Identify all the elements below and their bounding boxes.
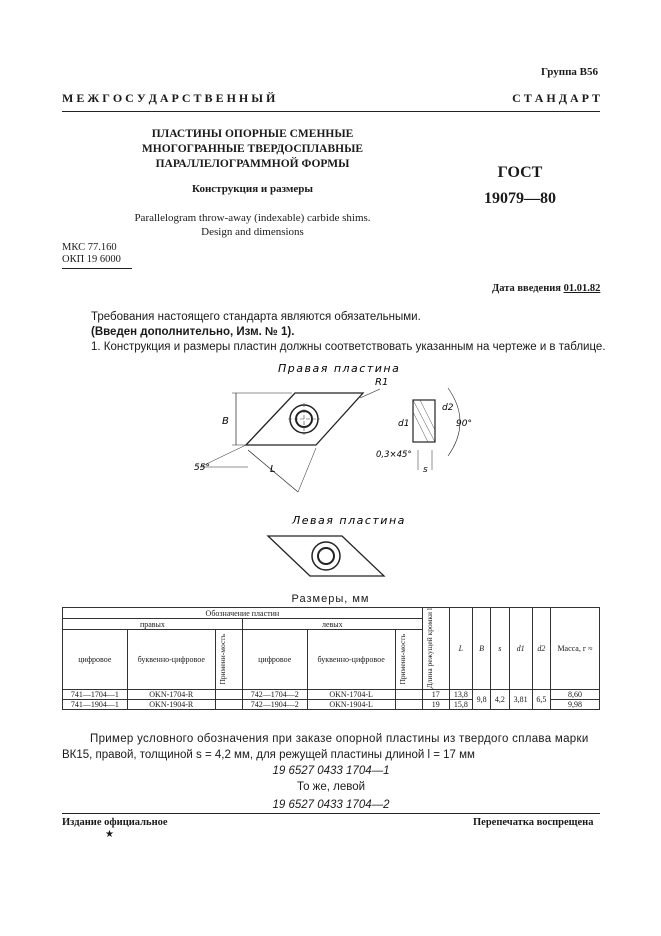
example-code-left: 19 6527 0433 1704—2 (272, 799, 390, 811)
col-right-digital: цифровое (63, 630, 128, 690)
right-plate-label: Правая пластина (278, 362, 401, 375)
dim-d2-label: d2 (442, 403, 454, 413)
english-title (120, 211, 385, 239)
official-edition: Издание официальное (62, 817, 168, 828)
codes-rule (62, 268, 132, 269)
col-right-letter: буквенно-цифровое (127, 630, 215, 690)
col-s: s (491, 608, 509, 690)
technical-drawing (180, 360, 480, 592)
title-line-2: МНОГОГРАННЫЕ ТВЕРДОСПЛАВНЫЕ (141, 143, 364, 155)
example-code-right: 19 6527 0433 1704—1 (272, 765, 390, 777)
right-plate-outline (246, 393, 363, 445)
dimensions-table (62, 607, 600, 710)
english-title-line-2: Design and dimensions (201, 226, 304, 238)
english-title-line-1: Parallelogram throw-away (indexable) carbide shims. (134, 212, 371, 224)
angle-55-label: 55° (194, 463, 210, 473)
dim-l-label: L (270, 464, 276, 475)
col-d1: d1 (509, 608, 532, 690)
dim-b-label: B (222, 416, 229, 427)
reprint-prohibited: Перепечатка воспрещена (473, 817, 594, 828)
paragraph-mandatory: Требования настоящего стандарта являются обязательными. (91, 311, 421, 323)
star-icon: ★ (105, 829, 114, 840)
col-mass: Масса, г ≈ (550, 608, 599, 690)
col-left: левых (242, 619, 422, 630)
left-plate-label: Левая пластина (292, 514, 406, 527)
classification-codes (62, 242, 121, 266)
group-code: Группа В56 (540, 66, 598, 78)
gost-code: 19079—80 (484, 190, 556, 207)
angle-90-label: 90° (456, 419, 472, 429)
col-B: B (472, 608, 490, 690)
banner-word-1: М Е Ж Г О С У Д А Р С Т В Е Н Н Ы Й (62, 91, 276, 105)
col-left-digital: цифровое (242, 630, 307, 690)
effective-date (492, 283, 600, 294)
col-left-letter: буквенно-цифровое (307, 630, 395, 690)
col-designation: Обозначение пластин (63, 608, 423, 619)
chamfer-label: 0,3×45° (376, 450, 412, 460)
col-right-applicability: Примени-мость (215, 630, 242, 690)
mks-code: МКС 77.160 (62, 242, 117, 253)
gost-number (480, 160, 560, 212)
header-rule (62, 111, 600, 112)
banner-word-2: С Т А Н Д А Р Т (512, 91, 600, 105)
effective-date-label: Дата введения (492, 283, 561, 294)
left-plate-hole-outer (312, 542, 340, 570)
example-same-left: То же, левой (296, 781, 366, 793)
paragraph-design: 1. Конструкция и размеры пластин должны соответствовать указанным на чертеже и в таблице. (91, 341, 606, 353)
order-example (62, 731, 600, 813)
col-d2: d2 (532, 608, 550, 690)
effective-date-value: 01.01.82 (563, 283, 601, 294)
document-title (120, 127, 385, 172)
col-left-applicability: Примени-мость (395, 630, 422, 690)
example-line-2: ВК15, правой, толщиной s = 4,2 мм, для режущей пластины длиной l = 17 мм (62, 749, 475, 761)
document-subtitle: Конструкция и размеры (192, 183, 313, 195)
table-caption: Размеры, мм (291, 593, 370, 605)
left-plate-hole-inner (318, 548, 334, 564)
dim-s-label: s (423, 465, 428, 475)
col-cutting-length: Длина режущей кромки l (422, 608, 449, 690)
col-L: L (449, 608, 472, 690)
radius-label: R1 (375, 377, 389, 388)
gost-label: ГОСТ (497, 164, 543, 181)
okp-code: ОКП 19 6000 (62, 254, 121, 265)
title-line-3: ПАРАЛЛЕЛОГРАММНОЙ ФОРМЫ (155, 158, 350, 170)
table-row: 741—1904—1 OKN-1904-R 742—1904—2 OKN-1904-L 19 15,8 9,98 (63, 700, 600, 710)
example-line-1: Пример условного обозначения при заказе опорной пластины из твердого сплава марки (90, 733, 589, 745)
footer-rule (62, 813, 600, 814)
paragraph-amendment: (Введен дополнительно, Изм. № 1). (91, 326, 295, 338)
standard-banner (62, 91, 600, 106)
title-line-1: ПЛАСТИНЫ ОПОРНЫЕ СМЕННЫЕ (151, 128, 354, 140)
table-row: 741—1704—1 OKN-1704-R 742—1704—2 OKN-1704-L 17 13,8 9,8 4,2 3,81 6,5 8,60 (63, 690, 600, 700)
dim-d1-label: d1 (398, 419, 410, 429)
col-right: правых (63, 619, 243, 630)
